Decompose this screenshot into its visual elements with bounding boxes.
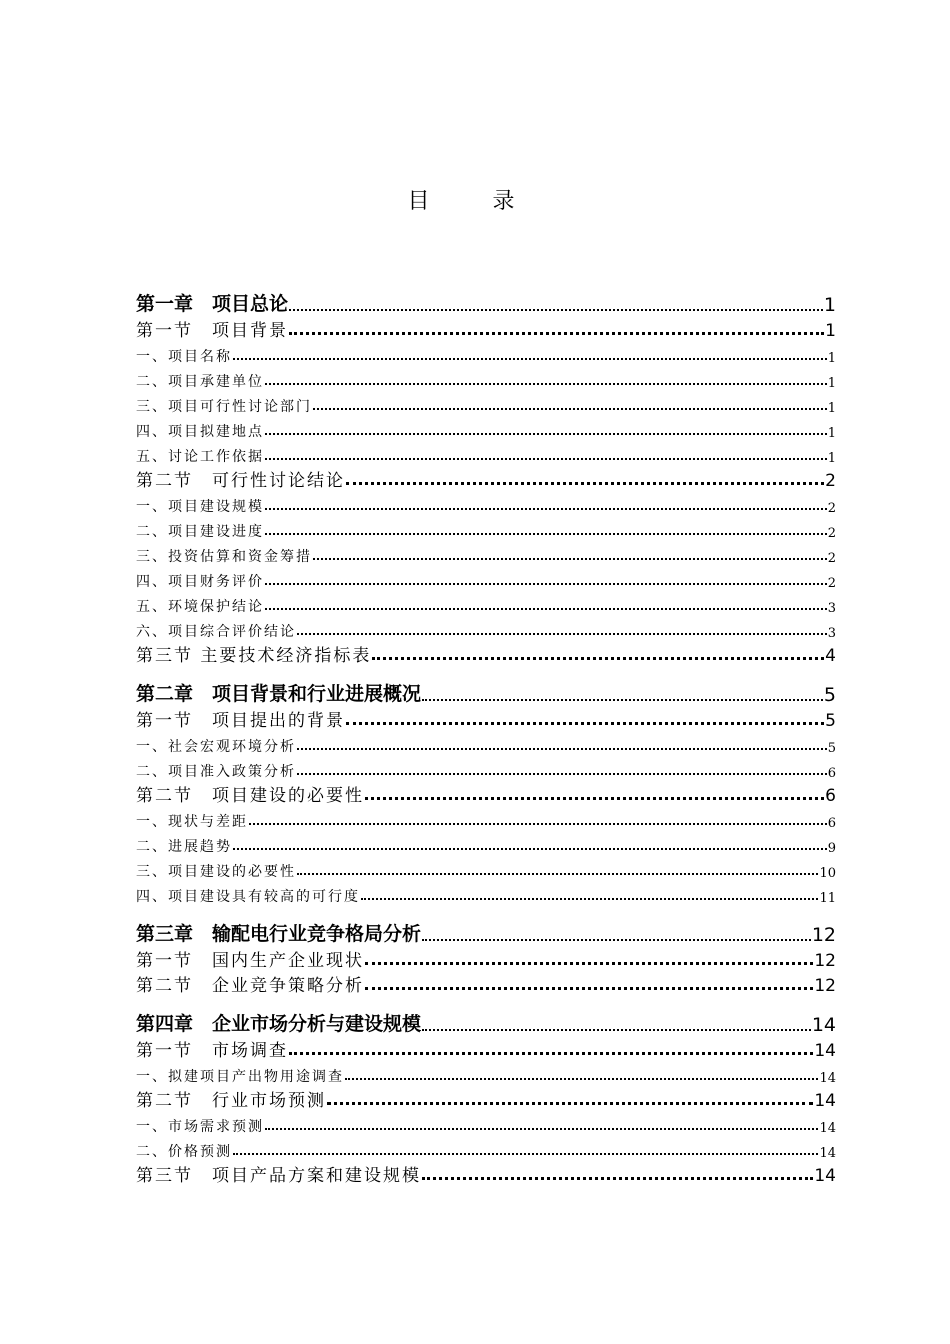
toc-item-entry[interactable] — [136, 756, 836, 781]
toc-entry-page-number: 14 — [819, 1121, 836, 1136]
toc-entry-label: 五、讨论工作依据 — [136, 449, 264, 465]
toc-entry-page-number: 6 — [827, 766, 836, 781]
toc-entry-label: 一、社会宏观环境分析 — [136, 739, 296, 755]
toc-item-entry[interactable] — [136, 591, 836, 616]
toc-entry-label: 第三章 输配电行业竞争格局分析 — [136, 923, 422, 945]
toc-leader-dots — [289, 303, 823, 311]
toc-entry-page-number: 14 — [814, 1091, 836, 1111]
toc-leader-dots — [422, 1173, 813, 1180]
toc-item-entry[interactable] — [136, 516, 836, 541]
toc-entry-page-number: 14 — [819, 1071, 836, 1086]
toc-item-entry[interactable] — [136, 391, 836, 416]
toc-item-entry[interactable] — [136, 1136, 836, 1161]
toc-entry-label: 一、市场需求预测 — [136, 1119, 264, 1135]
toc-leader-dots — [265, 429, 827, 435]
toc-leader-dots — [297, 769, 827, 775]
toc-entry-page-number: 2 — [827, 576, 836, 591]
toc-entry-label: 第一章 项目总论 — [136, 293, 289, 315]
toc-section-entry[interactable] — [136, 641, 836, 666]
toc-leader-dots — [327, 1098, 813, 1105]
toc-entry-label: 二、进展趋势 — [136, 839, 232, 855]
toc-entry-page-number: 14 — [814, 1041, 836, 1061]
toc-entry-page-number: 1 — [827, 451, 836, 466]
toc-leader-dots — [233, 844, 827, 850]
toc-entry-page-number: 1 — [827, 351, 836, 366]
toc-entry-page-number: 2 — [827, 526, 836, 541]
toc-leader-dots — [365, 958, 813, 965]
toc-item-entry[interactable] — [136, 1111, 836, 1136]
toc-entry-page-number: 5 — [827, 741, 836, 756]
toc-entry-page-number: 1 — [823, 294, 836, 316]
toc-leader-dots — [345, 1074, 818, 1080]
toc-entry-page-number: 1 — [827, 426, 836, 441]
toc-section-entry[interactable] — [136, 466, 836, 491]
toc-entry-label: 二、项目准入政策分析 — [136, 764, 296, 780]
toc-entry-label: 二、价格预测 — [136, 1144, 232, 1160]
toc-entry-page-number: 4 — [825, 646, 836, 666]
toc-entry-page-number: 2 — [827, 551, 836, 566]
toc-section-entry[interactable] — [136, 971, 836, 996]
toc-section-entry[interactable] — [136, 781, 836, 806]
toc-item-entry[interactable] — [136, 1061, 836, 1086]
toc-entry-label: 六、项目综合评价结论 — [136, 624, 296, 640]
toc-entry-page-number: 12 — [811, 924, 836, 946]
toc-entry-label: 二、项目承建单位 — [136, 374, 264, 390]
toc-entry-label: 五、环境保护结论 — [136, 599, 264, 615]
toc-section-entry[interactable] — [136, 1086, 836, 1111]
toc-leader-dots — [361, 894, 818, 900]
toc-entry-page-number: 6 — [827, 816, 836, 831]
toc-chapter-entry[interactable] — [136, 1006, 836, 1036]
toc-section-entry[interactable] — [136, 706, 836, 731]
toc-leader-dots — [297, 629, 827, 635]
toc-leader-dots — [265, 379, 827, 385]
toc-leader-dots — [422, 1023, 811, 1031]
toc-entry-label: 三、项目建设的必要性 — [136, 864, 296, 880]
toc-entry-label: 四、项目财务评价 — [136, 574, 264, 590]
toc-leader-dots — [365, 983, 813, 990]
toc-entry-page-number: 12 — [814, 951, 836, 971]
toc-section-entry[interactable] — [136, 946, 836, 971]
toc-leader-dots — [422, 933, 811, 941]
toc-entry-page-number: 2 — [827, 501, 836, 516]
toc-entry-label: 第四章 企业市场分析与建设规模 — [136, 1013, 422, 1035]
toc-entry-label: 第一节 项目背景 — [136, 321, 288, 341]
toc-entry-page-number: 3 — [827, 626, 836, 641]
toc-entry-label: 一、拟建项目产出物用途调查 — [136, 1069, 344, 1085]
toc-leader-dots — [265, 579, 827, 585]
toc-entry-label: 第二节 可行性讨论结论 — [136, 471, 345, 491]
toc-section-entry[interactable] — [136, 1161, 836, 1186]
toc-entry-label: 第一节 项目提出的背景 — [136, 711, 345, 731]
toc-entry-label: 第一节 市场调查 — [136, 1041, 288, 1061]
toc-entry-label: 三、投资估算和资金筹措 — [136, 549, 312, 565]
toc-entry-page-number: 14 — [814, 1166, 836, 1186]
toc-leader-dots — [313, 554, 827, 560]
toc-entry-label: 一、项目建设规模 — [136, 499, 264, 515]
toc-chapter-entry[interactable] — [136, 286, 836, 316]
toc-entry-label: 第二章 项目背景和行业进展概况 — [136, 683, 422, 705]
toc-leader-dots — [365, 793, 824, 800]
toc-entry-page-number: 3 — [827, 601, 836, 616]
toc-section-entry[interactable] — [136, 1036, 836, 1061]
toc-leader-dots — [422, 693, 823, 701]
toc-section-entry[interactable] — [136, 316, 836, 341]
toc-entry-page-number: 1 — [827, 376, 836, 391]
toc-entry-page-number: 1 — [827, 401, 836, 416]
toc-item-entry[interactable] — [136, 731, 836, 756]
toc-item-entry[interactable] — [136, 856, 836, 881]
toc-entry-label: 一、现状与差距 — [136, 814, 248, 830]
toc-entry-label: 第三节 主要技术经济指标表 — [136, 646, 372, 666]
toc-leader-dots — [289, 328, 824, 335]
toc-chapter-entry[interactable] — [136, 676, 836, 706]
toc-entry-page-number: 5 — [823, 684, 836, 706]
toc-entry-page-number: 10 — [819, 866, 836, 881]
toc-item-entry[interactable] — [136, 366, 836, 391]
toc-entry-label: 二、项目建设进度 — [136, 524, 264, 540]
page-title: 目 录 — [407, 189, 543, 214]
toc-leader-dots — [265, 604, 827, 610]
toc-entry-page-number: 12 — [814, 976, 836, 996]
toc-leader-dots — [297, 744, 827, 750]
toc-item-entry[interactable] — [136, 541, 836, 566]
toc-leader-dots — [346, 478, 824, 485]
toc-leader-dots — [249, 819, 827, 825]
toc-entry-page-number: 6 — [825, 786, 836, 806]
toc-entry-label: 四、项目建设具有较高的可行度 — [136, 889, 360, 905]
toc-entry-page-number: 2 — [825, 471, 836, 491]
toc-entry-page-number: 1 — [825, 321, 836, 341]
toc-entry-page-number: 11 — [819, 891, 836, 906]
toc-entry-label: 一、项目名称 — [136, 349, 232, 365]
toc-item-entry[interactable] — [136, 566, 836, 591]
toc-entry-page-number: 9 — [827, 841, 836, 856]
toc-entry-label: 第二节 行业市场预测 — [136, 1091, 326, 1111]
toc-item-entry[interactable] — [136, 806, 836, 831]
toc-leader-dots — [346, 718, 824, 725]
toc-entry-label: 三、项目可行性讨论部门 — [136, 399, 312, 415]
toc-leader-dots — [265, 504, 827, 510]
table-of-contents — [136, 286, 836, 1186]
toc-entry-page-number: 5 — [825, 711, 836, 731]
toc-leader-dots — [233, 354, 827, 360]
toc-entry-label: 第一节 国内生产企业现状 — [136, 951, 364, 971]
toc-entry-page-number: 14 — [811, 1014, 836, 1036]
toc-entry-label: 第二节 项目建设的必要性 — [136, 786, 364, 806]
toc-entry-label: 第二节 企业竞争策略分析 — [136, 976, 364, 996]
toc-leader-dots — [265, 529, 827, 535]
toc-leader-dots — [297, 869, 818, 875]
toc-item-entry[interactable] — [136, 341, 836, 366]
toc-leader-dots — [372, 653, 824, 660]
toc-leader-dots — [265, 454, 827, 460]
toc-entry-page-number: 14 — [819, 1146, 836, 1161]
toc-item-entry[interactable] — [136, 441, 836, 466]
toc-leader-dots — [233, 1149, 818, 1155]
toc-item-entry[interactable] — [136, 831, 836, 856]
toc-leader-dots — [313, 404, 827, 410]
toc-entry-label: 第三节 项目产品方案和建设规模 — [136, 1166, 421, 1186]
toc-item-entry[interactable] — [136, 881, 836, 906]
toc-item-entry[interactable] — [136, 416, 836, 441]
toc-leader-dots — [289, 1048, 813, 1055]
toc-leader-dots — [265, 1124, 818, 1130]
toc-item-entry[interactable] — [136, 616, 836, 641]
toc-item-entry[interactable] — [136, 491, 836, 516]
toc-chapter-entry[interactable] — [136, 916, 836, 946]
toc-entry-label: 四、项目拟建地点 — [136, 424, 264, 440]
